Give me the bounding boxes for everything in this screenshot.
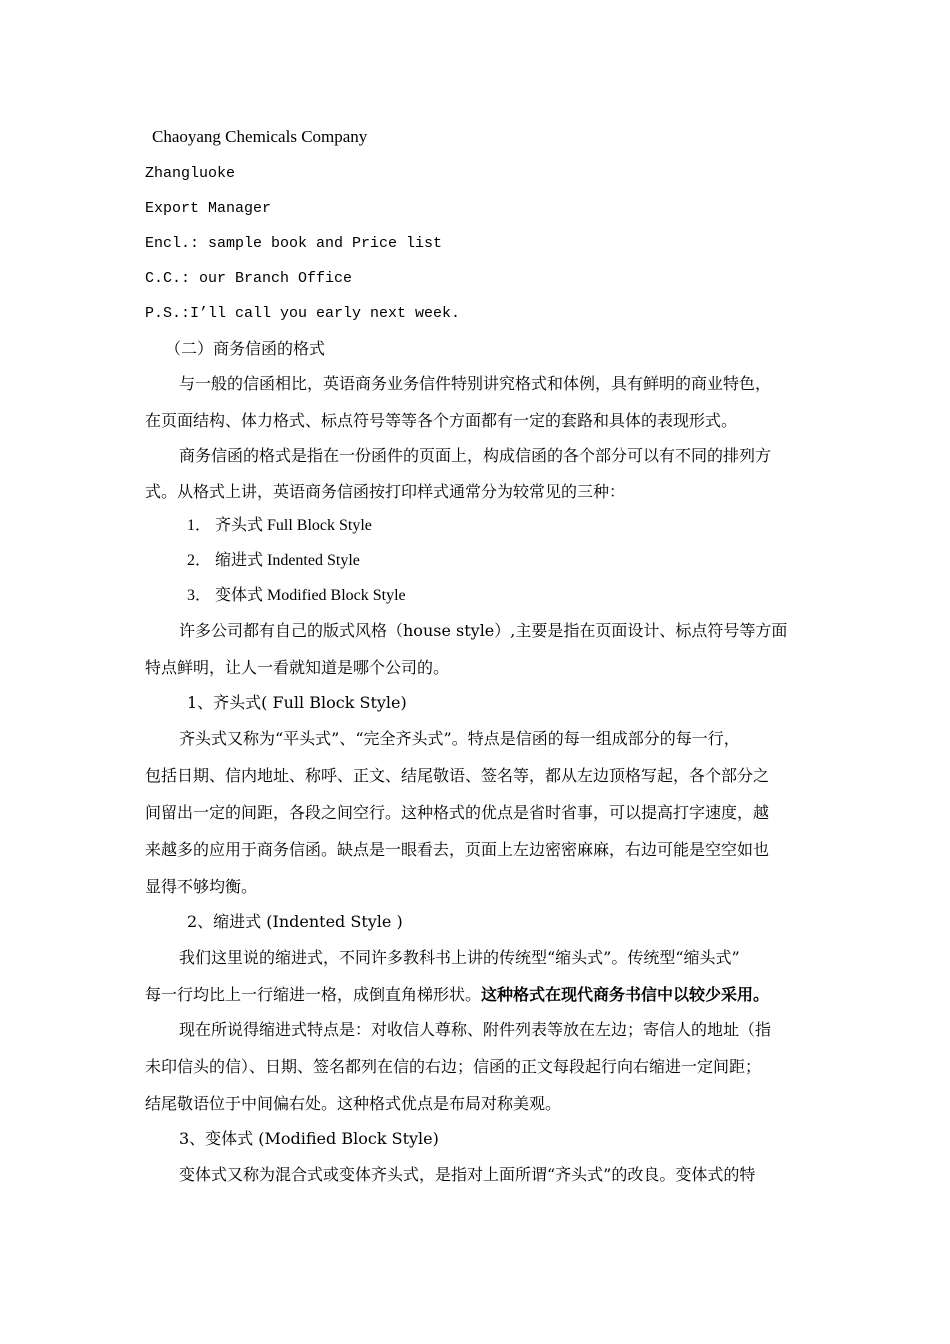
- signer-name: Zhangluoke: [145, 165, 236, 182]
- company-name: Chaoyang Chemicals Company: [152, 127, 368, 146]
- full-block-line-1: 齐头式又称为“平头式”、“完全齐头式”。特点是信函的每一组成部分的每一行，: [179, 729, 740, 748]
- enclosure-line: Encl.: sample book and Price list: [145, 235, 443, 252]
- cc-line: C.C.: our Branch Office: [145, 270, 353, 287]
- house-style-line-1: 许多公司都有自己的版式风格（house style）,主要是指在页面设计、标点符号等方面: [179, 621, 788, 640]
- full-block-line-2: 包括日期、信内地址、称呼、正文、结尾敬语、签名等，都从左边顶格写起，各个部分之: [145, 766, 770, 785]
- intro-paragraph-2-line-2: 式。从格式上讲，英语商务信函按打印样式通常分为较常见的三种：: [145, 482, 626, 501]
- modified-heading: 3、变体式 (Modified Block Style): [179, 1129, 439, 1148]
- signer-title: Export Manager: [145, 200, 272, 217]
- indented-features-line-1: 现在所说得缩进式特点是：对收信人尊称、附件列表等放在左边；寄信人的地址（指: [179, 1020, 772, 1039]
- postscript-line: P.S.:I’ll call you early next week.: [145, 305, 461, 322]
- full-block-heading: 1、齐头式( Full Block Style): [187, 693, 407, 712]
- intro-paragraph-1-line-2: 在页面结构、体力格式、标点符号等等各个方面都有一定的套路和具体的表现形式。: [145, 411, 738, 430]
- indented-features-line-3: 结尾敬语位于中间偏右处。这种格式优点是布局对称美观。: [145, 1094, 562, 1113]
- indented-line-2-text: 每一行均比上一行缩进一格，成倒直角梯形状。: [145, 985, 482, 1004]
- full-block-line-3: 间留出一定的间距，各段之间空行。这种格式的优点是省时省事，可以提高打字速度，越: [145, 803, 770, 822]
- indented-heading: 2、缩进式 (Indented Style ): [187, 912, 403, 931]
- list-item-modified-block: 3． 变体式 Modified Block Style: [187, 587, 406, 604]
- modified-line-1: 变体式又称为混合式或变体齐头式，是指对上面所谓“齐头式”的改良。变体式的特: [179, 1165, 756, 1184]
- full-block-line-5: 显得不够均衡。: [145, 877, 258, 896]
- indented-line-2: [145, 985, 769, 1005]
- indented-line-2-bold-text: 这种格式在现代商务书信中以较少采用。: [481, 985, 770, 1004]
- house-style-line-2: 特点鲜明，让人一看就知道是哪个公司的。: [145, 658, 450, 677]
- indented-line-1: 我们这里说的缩进式，不同许多教科书上讲的传统型“缩头式”。传统型“缩头式”: [179, 948, 740, 967]
- list-item-full-block: 1． 齐头式 Full Block Style: [187, 517, 372, 534]
- indented-features-line-2: 未印信头的信）、日期、签名都列在信的右边；信函的正文每段起行向右缩进一定间距；: [145, 1057, 762, 1076]
- intro-paragraph-1-line-1: 与一般的信函相比，英语商务业务信件特别讲究格式和体例，具有鲜明的商业特色，: [179, 374, 772, 393]
- section-heading: （二）商务信函的格式: [165, 339, 326, 358]
- list-item-indented: 2． 缩进式 Indented Style: [187, 552, 360, 569]
- intro-paragraph-2-line-1: 商务信函的格式是指在一份函件的页面上，构成信函的各个部分可以有不同的排列方: [179, 446, 772, 465]
- full-block-line-4: 来越多的应用于商务信函。缺点是一眼看去，页面上左边密密麻麻，右边可能是空空如也: [145, 840, 770, 859]
